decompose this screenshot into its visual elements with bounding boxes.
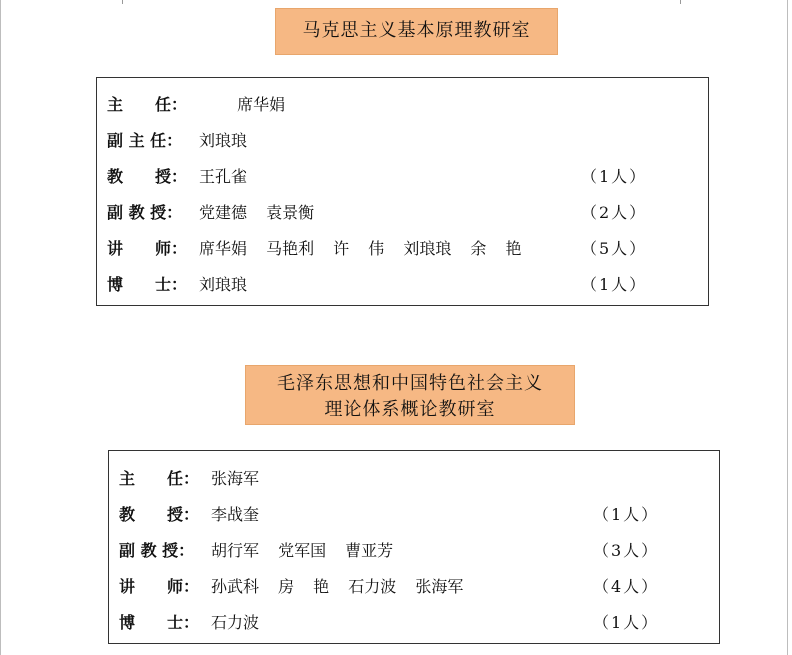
row-value: 孙武科 房 艳 石力波 张海军 xyxy=(211,577,464,596)
row-count: （1人） xyxy=(593,613,660,632)
row-count: （3人） xyxy=(593,541,660,560)
page-edge-left xyxy=(0,0,1,655)
section2-title-line1: 毛泽东思想和中国特色社会主义 xyxy=(277,373,543,394)
row-label: 博 士： xyxy=(107,275,188,294)
page-edge-right xyxy=(787,0,788,655)
section1-panel xyxy=(96,77,709,306)
row-label: 副 主 任： xyxy=(107,131,183,150)
row-count: （1人） xyxy=(593,505,660,524)
row-value: 胡行军 党军国 曹亚芳 xyxy=(211,541,394,560)
row-count: （4人） xyxy=(593,577,660,596)
row-value: 席华娟 马艳利 许 伟 刘琅琅 余 艳 xyxy=(199,239,522,258)
ruler-tick xyxy=(680,0,681,4)
row-label: 主 任： xyxy=(119,469,200,488)
row-value: 石力波 xyxy=(211,613,260,632)
section2-panel xyxy=(108,450,720,644)
row-count: （2人） xyxy=(581,203,648,222)
row-value: 党建德 袁景衡 xyxy=(199,203,315,222)
ruler-tick xyxy=(122,0,123,4)
row-label: 副 教 授： xyxy=(119,541,195,560)
row-label: 教 授： xyxy=(107,167,188,186)
row-value: 刘琅琅 xyxy=(199,131,248,150)
section2-title xyxy=(245,365,575,425)
row-value: 李战奎 xyxy=(211,505,260,524)
row-value: 王孔雀 xyxy=(199,167,248,186)
row-value: 张海军 xyxy=(211,469,260,488)
row-label: 讲 师： xyxy=(107,239,188,258)
row-count: （5人） xyxy=(581,239,648,258)
row-count: （1人） xyxy=(581,167,648,186)
row-value: 席华娟 xyxy=(199,95,286,114)
row-label: 讲 师： xyxy=(119,577,200,596)
row-count: （1人） xyxy=(581,275,648,294)
row-value: 刘琅琅 xyxy=(199,275,248,294)
section2-title-line2: 理论体系概论教研室 xyxy=(324,399,496,420)
row-label: 副 教 授： xyxy=(107,203,183,222)
row-label: 教 授： xyxy=(119,505,200,524)
row-label: 博 士： xyxy=(119,613,200,632)
row-label: 主 任： xyxy=(107,95,188,114)
section1-title: 马克思主义基本原理教研室 xyxy=(275,8,558,55)
